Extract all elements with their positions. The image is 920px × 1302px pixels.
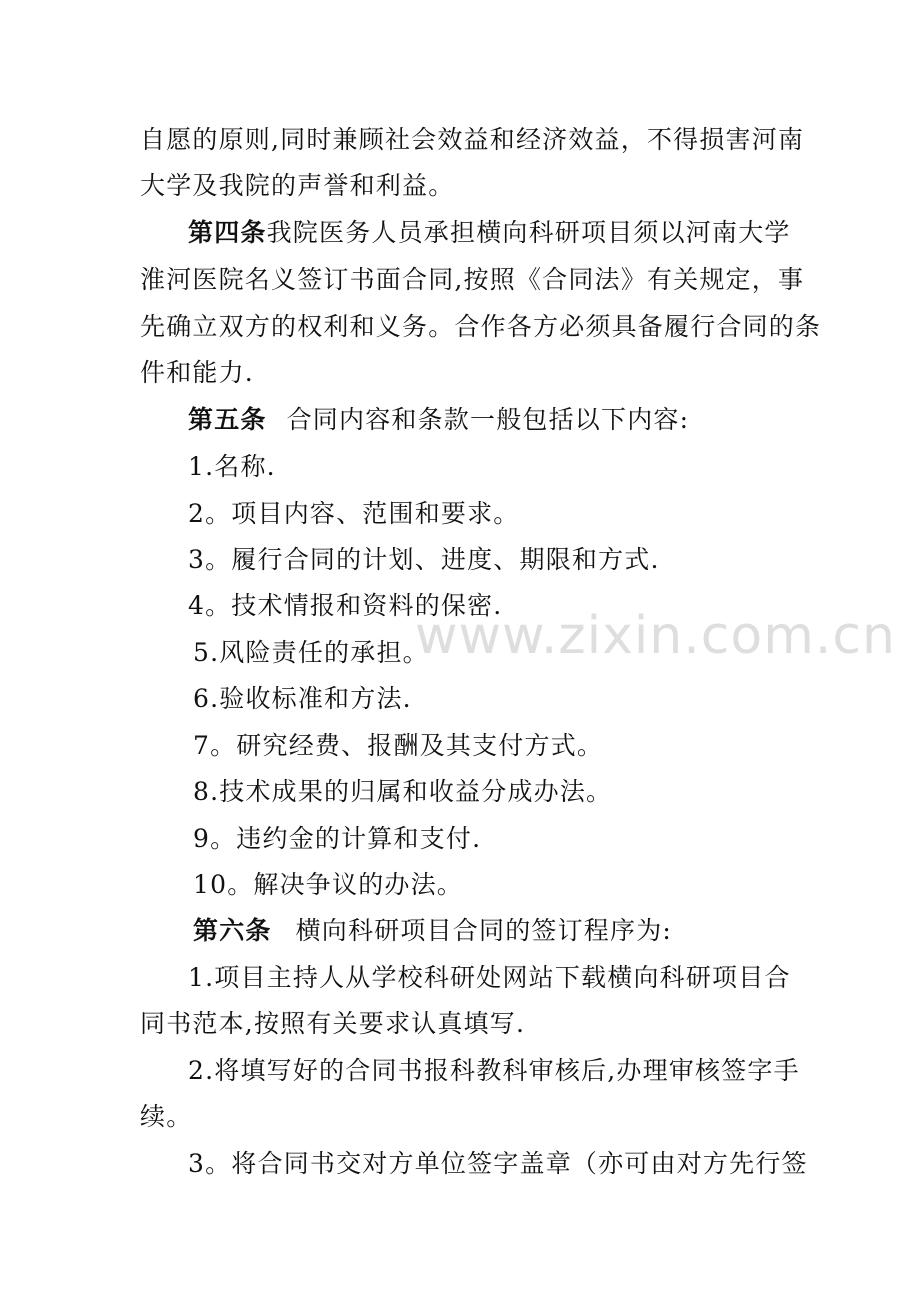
article-5-line	[188, 403, 689, 437]
list-item: 2。项目内容、范围和要求。	[188, 499, 520, 528]
text-line: 淮河医院名义签订书面合同,按照《合同法》有关规定，事	[140, 265, 805, 294]
article-5-heading: 第五条	[188, 405, 267, 434]
list-item: 5.风险责任的承担。	[193, 638, 429, 667]
list-item: 6.验收标准和方法.	[193, 684, 412, 713]
procedure-line: 同书范本,按照有关要求认真填写.	[140, 1009, 526, 1038]
list-item: 1.名称.	[188, 452, 276, 481]
text-line: 自愿的原则,同时兼顾社会效益和经济效益，不得损害河南	[140, 125, 805, 154]
procedure-line: 2.将填写好的合同书报科教科审核后,办理审核签字手	[188, 1056, 800, 1085]
text-line: 件和能力.	[140, 358, 254, 387]
list-item: 7。研究经费、报酬及其支付方式。	[193, 731, 604, 760]
list-item: 10。解决争议的办法。	[193, 870, 464, 899]
text-line: 大学及我院的声誉和利益。	[140, 171, 455, 200]
procedure-line: 续。	[140, 1102, 193, 1131]
list-item: 3。履行合同的计划、进度、期限和方式.	[188, 545, 660, 574]
list-item: 4。技术情报和资料的保密.	[188, 591, 503, 620]
text-line: 先确立双方的权利和义务。合作各方必须具备履行合同的条	[140, 312, 822, 341]
article-5-text: 合同内容和条款一般包括以下内容:	[286, 405, 690, 434]
list-item: 9。违约金的计算和支付.	[193, 824, 482, 853]
list-item: 8.技术成果的归属和收益分成办法。	[193, 777, 613, 806]
watermark: www.zixin.com.cn	[415, 606, 896, 666]
article-4-line	[188, 216, 791, 250]
article-4-heading: 第四条	[188, 218, 267, 247]
article-6-heading: 第六条	[193, 916, 272, 945]
procedure-line: 3。将合同书交对方单位签字盖章（亦可由对方先行签	[188, 1149, 808, 1178]
article-6-text: 横向科研项目合同的签订程序为:	[295, 916, 673, 945]
article-6-line	[193, 914, 672, 948]
procedure-line: 1.项目主持人从学校科研处网站下载横向科研项目合	[188, 963, 791, 992]
article-4-text: 我院医务人员承担横向科研项目须以河南大学	[266, 218, 791, 247]
